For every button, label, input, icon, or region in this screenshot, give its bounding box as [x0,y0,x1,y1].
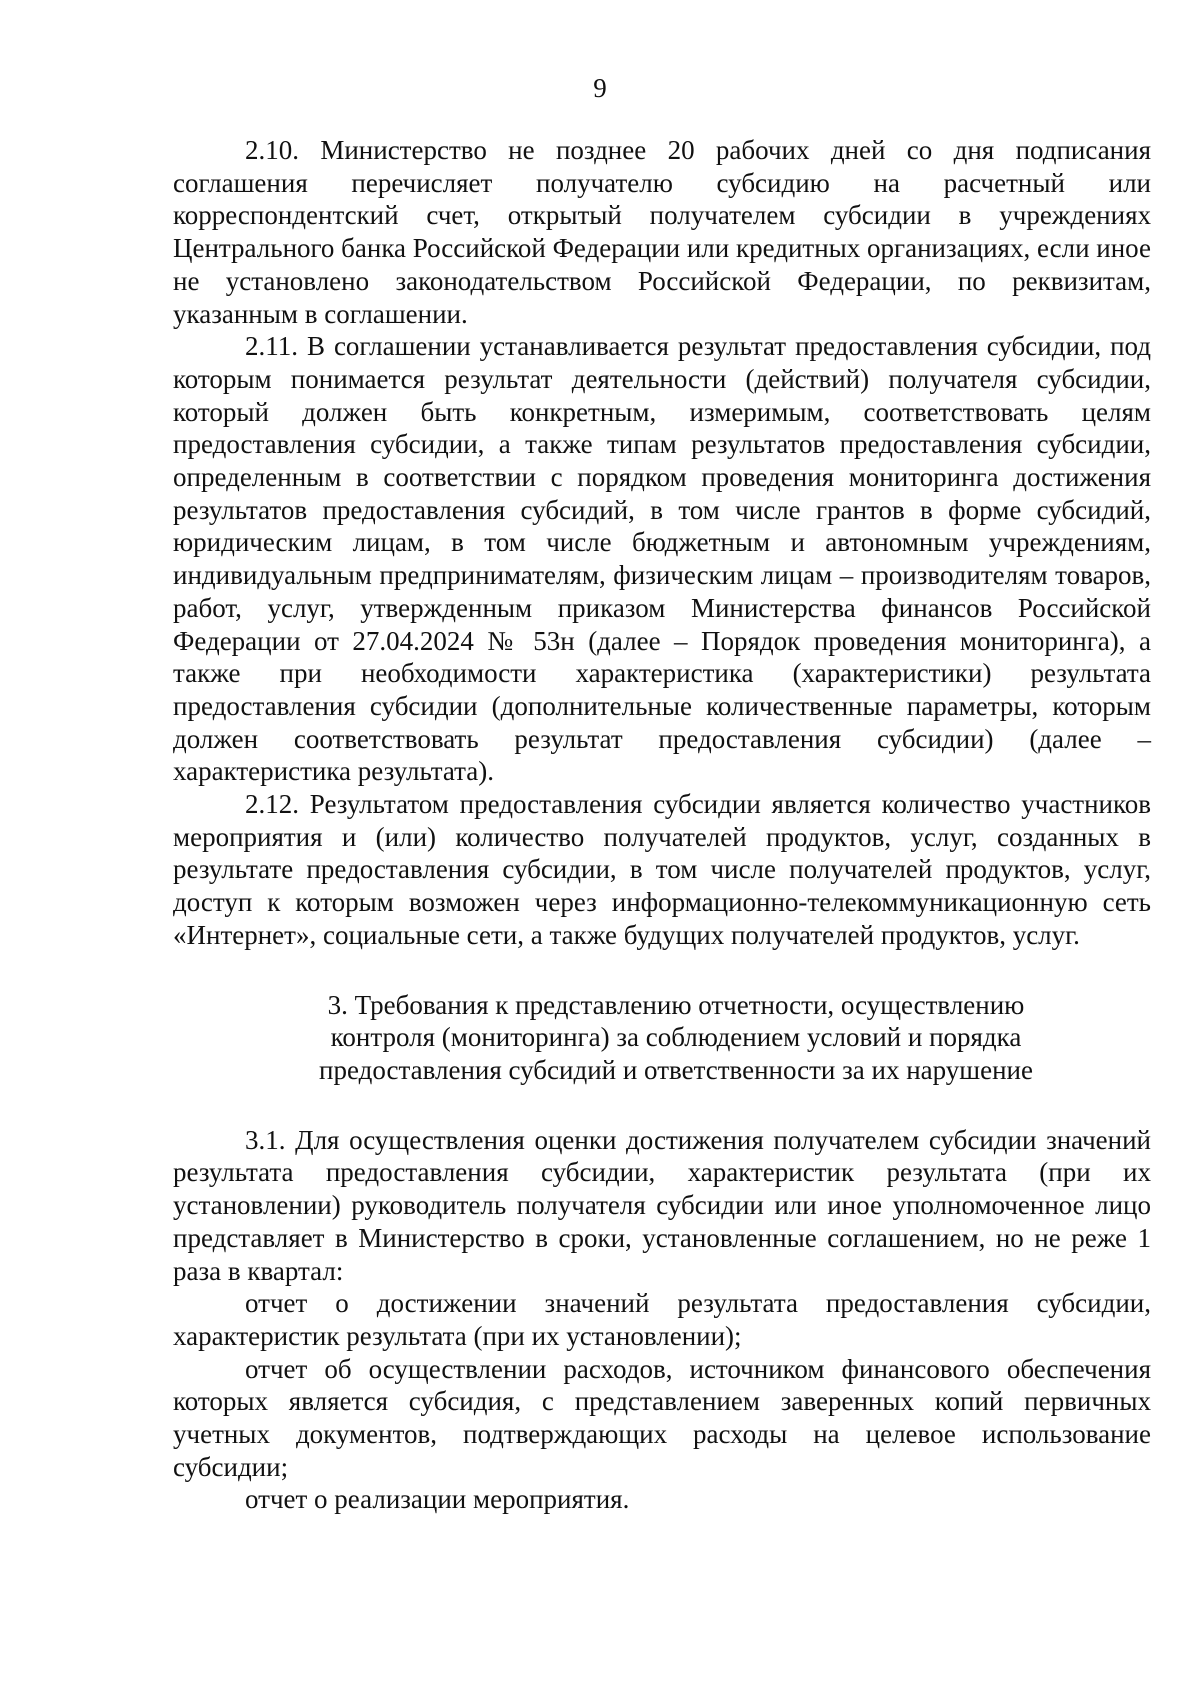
paragraph-report-results: отчет о достижении значений результата предоставления субсидии, характеристик результата (при их установлении); [173,1288,1151,1351]
paragraph-2-10: 2.10. Министерство не позднее 20 рабочих дней со дня подписания соглашения перечисляет получателю субсидию на расчетный или корреспондентский счет, открытый получателем субсидии в учреждениях Центрального банка Российской Федерации или кредитных организациях, если иное не установлено законодательством Российской Федерации, по реквизитам, указанным в соглашении. [173,135,1151,329]
paragraph-2-11: 2.11. В соглашении устанавливается результат предоставления субсидии, под которым понимается результат деятельности (действий) получателя субсидии, который должен быть конкретным, измеримым, соответствовать целям предоставления субсидии, а также типам результатов предоставления субсидии, определенным в соответствии с порядком проведения мониторинга достижения результатов предоставления субсидий, в том числе грантов в форме субсидий, юридическим лицам, в том числе бюджетным и автономным учреждениям, индивидуальным предпринимателям, физическим лицам – производителям товаров, работ, услуг, утвержденным приказом Министерства финансов Российской Федерации от 27.04.2024 № 53н (далее – Порядок проведения мониторинга), а также при необходимости характеристика (характеристики) результата предоставления субсидии (дополнительные количественные параметры, которым должен соответствовать результат предоставления субсидии) (далее – характеристика результата). [173,331,1151,787]
section-3-heading [173,989,1151,1087]
paragraph-report-event: отчет о реализации мероприятия. [245,1484,630,1515]
paragraph-3-1: 3.1. Для осуществления оценки достижения получателем субсидии значений результата предоставления субсидии, характеристик результата (при их установлении) руководитель получателя субсидии или иное уполномоченное лицо представляет в Министерство в сроки, установленные соглашением, но не реже 1 раза в квартал: [173,1124,1151,1286]
paragraph-report-expenses: отчет об осуществлении расходов, источником финансового обеспечения которых является субсидия, с представлением заверенных копий первичных учетных документов, подтверждающих расходы на целевое использование субсидии; [173,1353,1151,1482]
section-heading-line: 3. Требования к представлению отчетности, осуществлению [327,989,1025,1020]
section-heading-line: предоставления субсидий и ответственности за их нарушение [319,1054,1033,1085]
document-body [173,134,1151,1516]
section-heading-line: контроля (мониторинга) за соблюдением условий и порядка [330,1022,1022,1053]
paragraph-2-12: 2.12. Результатом предоставления субсидии является количество участников мероприятия и (или) количество получателей продуктов, услуг, созданных в результате предоставления субсидии, в том числе получателей продуктов, услуг, доступ к которым возможен через информационно-телекоммуникационную сеть «Интернет», социальные сети, а также будущих получателей продуктов, услуг. [173,789,1151,950]
page-number: 9 [593,73,607,103]
